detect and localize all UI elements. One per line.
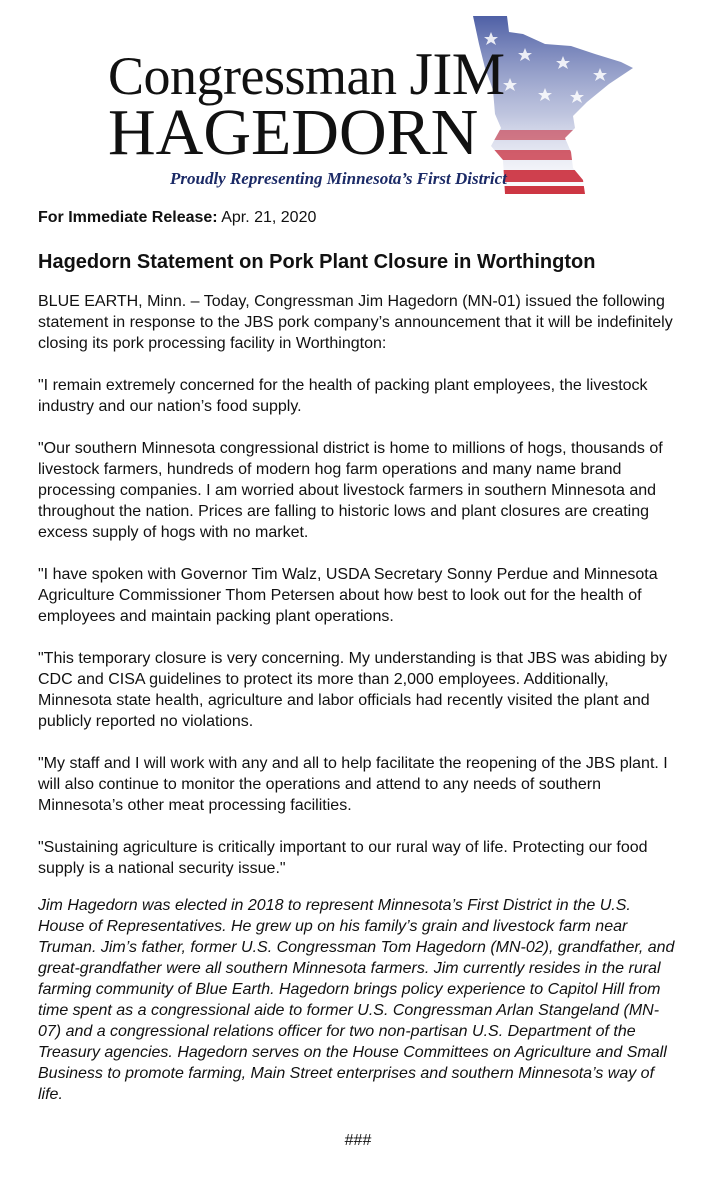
paragraph-quote-4: "This temporary closure is very concerning. My understanding is that JBS was abiding by CDC and CISA guidelines to protect its more than 2,000 employees. Additionally, Minnesota state health, agriculture and labor officials had recently visited the plant and publicly reported no violations. bbox=[38, 650, 668, 730]
paragraph-quote-3: "I have spoken with Governor Tim Walz, USDA Secretary Sonny Perdue and Minnesota Agriculture Commissioner Thom Petersen about how best to look out for the health of employees and maintain packing plant operations. bbox=[38, 566, 658, 625]
paragraph-quote-5: "My staff and I will work with any and all to help facilitate the reopening of the JBS plant. I will also continue to monitor the operations and attend to any needs of southern Minnesota’s other meat processing facilities. bbox=[38, 755, 668, 814]
press-release-body bbox=[38, 208, 678, 1151]
letterhead bbox=[0, 0, 702, 200]
release-line bbox=[38, 208, 678, 228]
headline: Hagedorn Statement on Pork Plant Closure in Worthington bbox=[38, 251, 596, 273]
paragraph-intro: BLUE EARTH, Minn. – Today, Congressman Jim Hagedorn (MN-01) issued the following statement in response to the JBS pork company’s announcement that it will be indefinitely closing its pork processing facility in Worthington: bbox=[38, 293, 673, 352]
paragraph-quote-2: "Our southern Minnesota congressional district is home to millions of hogs, thousands of livestock farmers, hundreds of modern hog farm operations and many name brand processing companies. I am worried about livestock farmers in southern Minnesota and throughout the nation. Prices are falling to historic lows and plant closures are creating excess supply of hogs with no market. bbox=[38, 440, 663, 541]
paragraph-quote-1: "I remain extremely concerned for the health of packing plant employees, the livestock industry and our nation’s food supply. bbox=[38, 377, 648, 415]
end-mark: ### bbox=[344, 1132, 372, 1149]
bio-paragraph: Jim Hagedorn was elected in 2018 to represent Minnesota’s First District in the U.S. House of Representatives. He grew up on his family’s grain and livestock farm near Truman. Jim’s father, former U.S. Congressman Tom Hagedorn (MN-02), grandfather, and great-grandfather were all southern Minnesota farmers. Jim currently resides in the rural farming community of Blue Earth. Hagedorn brings policy experience to Capitol Hill from time spent as a congressional aide to former U.S. Congressman Arlan Stangeland (MN-07) and a congressional relations officer for two non-partisan U.S. Department of the Treasury agencies. Hagedorn serves on the House Committees on Agriculture and Small Business to promote farming, Main Street enterprises and southern Minnesota’s way of life. bbox=[38, 897, 675, 1103]
release-date: Apr. 21, 2020 bbox=[221, 209, 317, 226]
logo-title-line1 bbox=[108, 41, 505, 107]
logo-last-name: HAGEDORN bbox=[108, 96, 479, 169]
logo-first-name: JIM bbox=[409, 41, 505, 107]
release-label: For Immediate Release: bbox=[38, 209, 218, 226]
logo-tagline: Proudly Representing Minnesota’s First District bbox=[170, 169, 507, 188]
paragraph-quote-6: "Sustaining agriculture is critically important to our rural way of life. Protecting our food supply is a national security issue." bbox=[38, 839, 648, 877]
logo-congressman: Congressman bbox=[108, 46, 397, 106]
